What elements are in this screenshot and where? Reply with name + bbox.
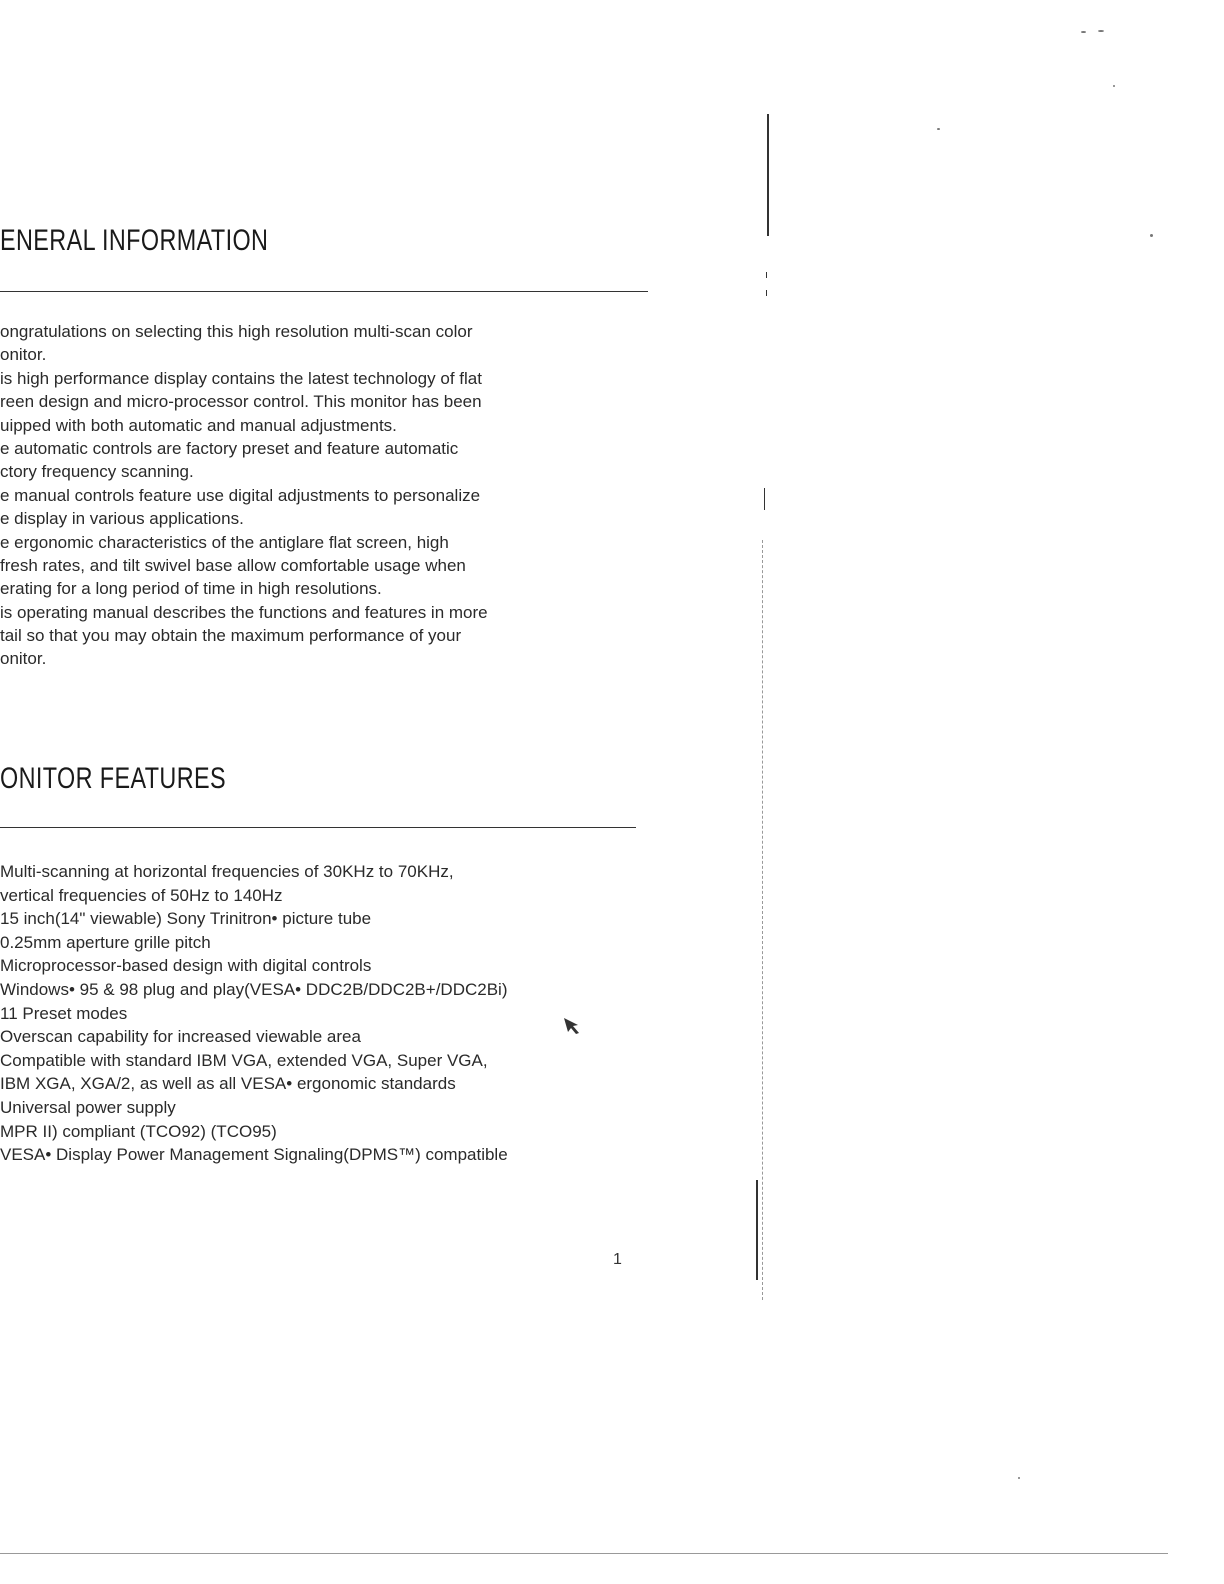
feature-item: Compatible with standard IBM VGA, extended VGA, Super VGA, (0, 1050, 488, 1070)
scan-speck (1081, 31, 1086, 33)
body-line: fresh rates, and tilt swivel base allow comfortable usage when (0, 555, 466, 575)
monitor-features-rule (0, 827, 636, 828)
feature-item: Microprocessor-based design with digital controls (0, 956, 372, 976)
gutter-dashed-line (762, 540, 764, 1300)
arrow-cursor-icon (562, 1016, 584, 1036)
monitor-features-heading: ONITOR FEATURES (0, 762, 227, 795)
page-number: 1 (613, 1251, 622, 1268)
gutter-line-bottom (756, 1180, 758, 1280)
body-line: is operating manual describes the functions and features in more (0, 602, 488, 622)
body-line: onitor. (0, 649, 47, 669)
monitor-features-list (0, 860, 508, 1167)
feature-item: 0.25mm aperture grille pitch (0, 932, 211, 952)
feature-item: VESA• Display Power Management Signaling(DPMS™) compatible (0, 1145, 508, 1165)
feature-item: MPR II) compliant (TCO92) (TCO95) (0, 1121, 277, 1141)
gutter-mark (766, 272, 767, 278)
gutter-line-top (767, 114, 769, 236)
feature-item: Multi-scanning at horizontal frequencies of 30KHz to 70KHz, (0, 862, 454, 881)
gutter-mark (766, 290, 767, 296)
scan-speck (1098, 30, 1104, 32)
body-line: onitor. (0, 345, 47, 365)
body-line: uipped with both automatic and manual adjustments. (0, 415, 397, 435)
general-information-rule (0, 291, 648, 292)
body-line: erating for a long period of time in high resolutions. (0, 579, 382, 599)
body-line: tail so that you may obtain the maximum performance of your (0, 626, 462, 646)
body-line: e automatic controls are factory preset and feature automatic (0, 438, 459, 458)
general-information-body (0, 320, 488, 671)
bottom-scan-edge (0, 1553, 1168, 1554)
body-line: ctory frequency scanning. (0, 462, 194, 482)
body-line: e ergonomic characteristics of the antiglare flat screen, high (0, 532, 449, 552)
scan-speck (937, 128, 940, 130)
feature-item: 11 Preset modes (0, 1003, 128, 1023)
scan-speck (1150, 234, 1153, 237)
scan-speck (1018, 1477, 1020, 1479)
gutter-mark (764, 488, 765, 510)
feature-item: 15 inch(14" viewable) Sony Trinitron• picture tube (0, 909, 372, 929)
body-line: reen design and micro-processor control. This monitor has been (0, 392, 482, 412)
body-line: is high performance display contains the latest technology of flat (0, 368, 482, 388)
feature-item: Overscan capability for increased viewable area (0, 1027, 361, 1047)
body-line: e manual controls feature use digital adjustments to personalize (0, 485, 481, 505)
feature-item: IBM XGA, XGA/2, as well as all VESA• ergonomic standards (0, 1074, 456, 1094)
general-information-heading: ENERAL INFORMATION (0, 224, 269, 257)
feature-item: Windows• 95 & 98 plug and play(VESA• DDC2B/DDC2B+/DDC2Bi) (0, 979, 508, 999)
feature-item: vertical frequencies of 50Hz to 140Hz (0, 885, 283, 905)
scan-speck (1113, 85, 1115, 87)
feature-item: Universal power supply (0, 1097, 176, 1117)
body-line: ongratulations on selecting this high resolution multi-scan color (0, 322, 473, 341)
body-line: e display in various applications. (0, 509, 244, 529)
